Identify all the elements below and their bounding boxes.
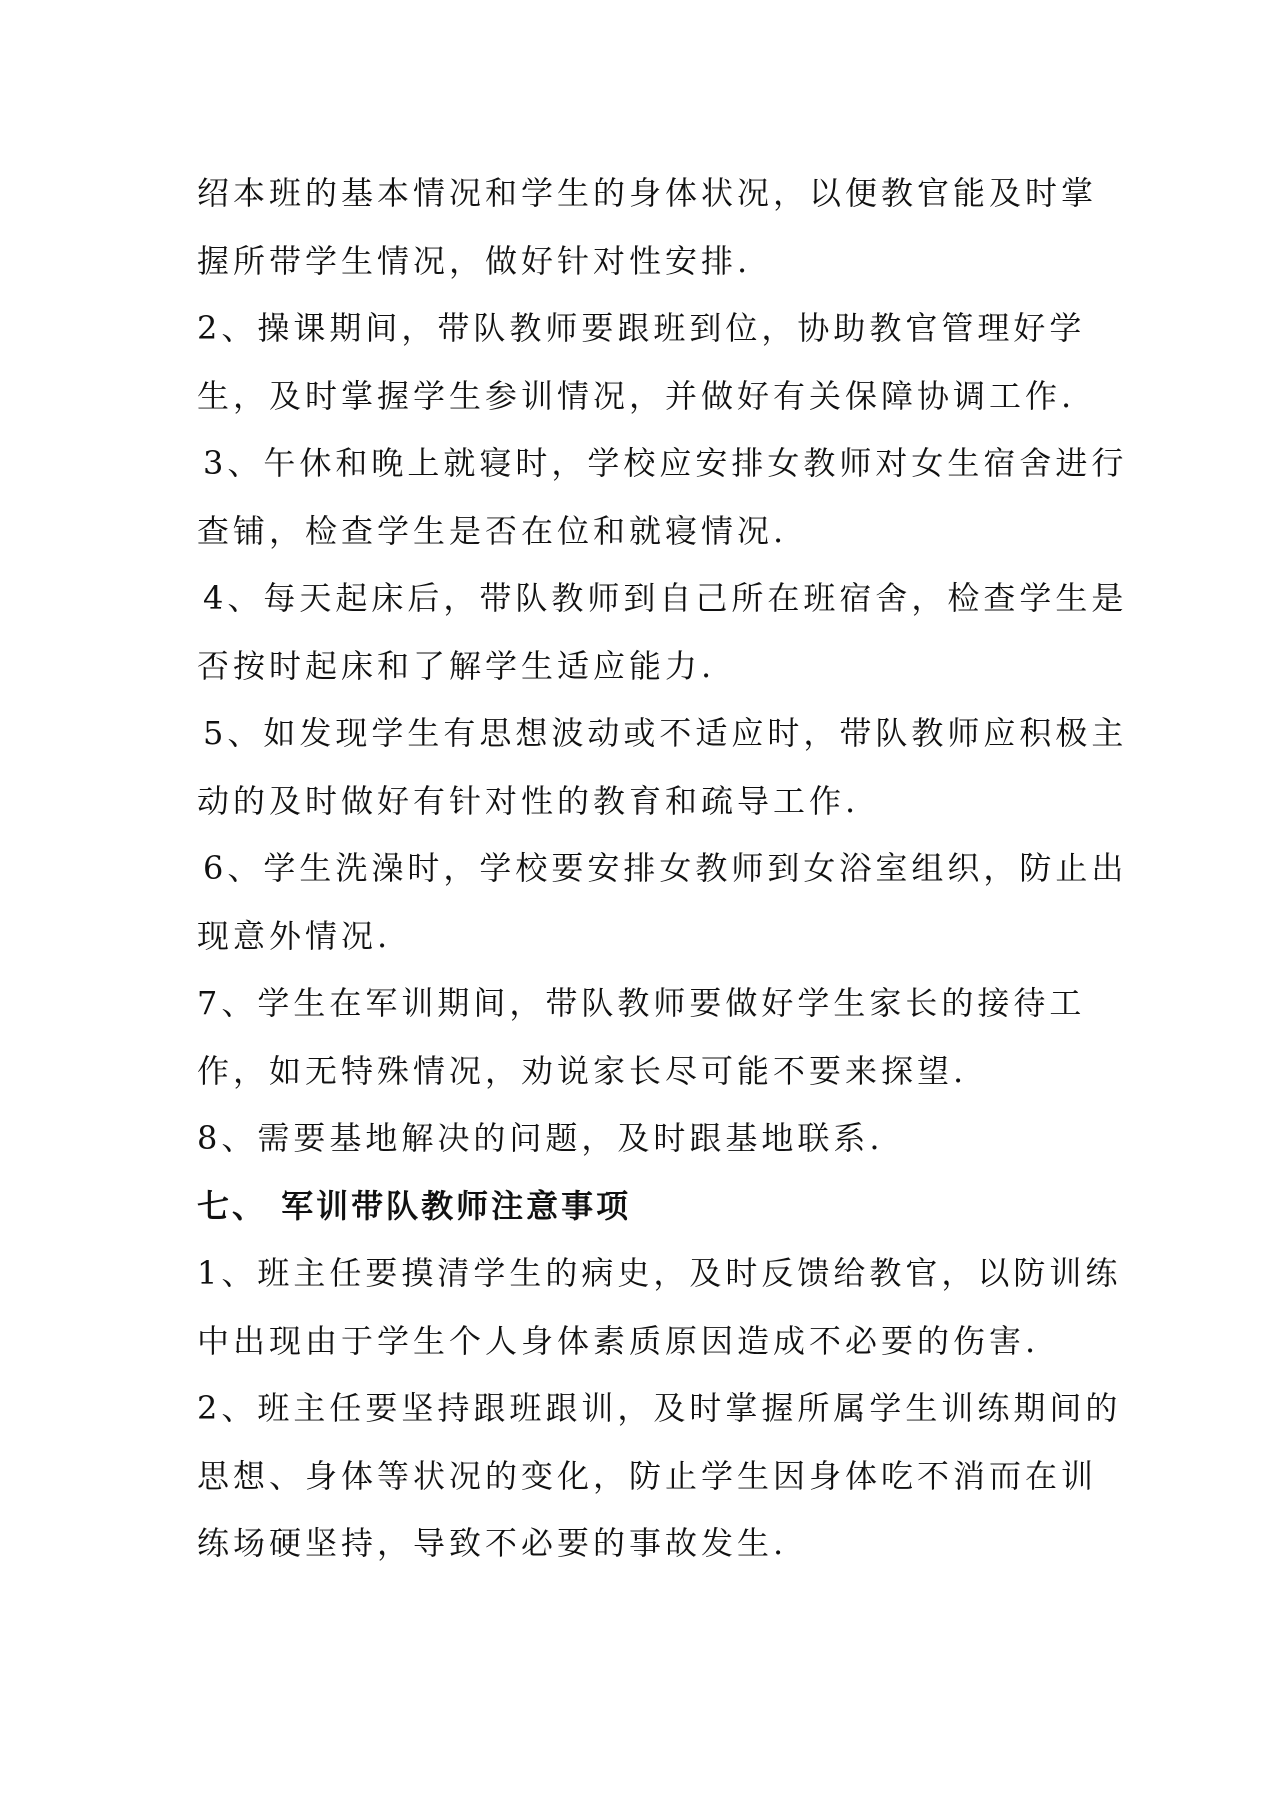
paragraph-line: 握所带学生情况，做好针对性安排. [197,241,752,280]
list-item-line: 8、需要基地解决的问题，及时跟基地联系. [197,1119,884,1157]
list-item-line: 7、学生在军训期间，带队教师要做好学生家长的接待工 [197,984,1086,1022]
paragraph-line: 作，如无特殊情况，劝说家长尽可能不要来探望. [197,1051,968,1090]
paragraph-line: 练场硬坚持，导致不必要的事故发生. [197,1524,788,1562]
paragraph-line: 查铺，检查学生是否在位和就寝情况. [197,511,788,550]
list-item-line: 2、操课期间，带队教师要跟班到位，协助教官管理好学 [197,309,1086,347]
list-item-line: 6、学生洗澡时，学校要安排女教师到女浴室组织，防止出 [203,849,1128,887]
document-body [197,160,1128,1578]
paragraph-line: 现意外情况. [197,916,392,955]
paragraph-line: 中出现由于学生个人身体素质原因造成不必要的伤害. [197,1321,1040,1360]
paragraph-line: 动的及时做好有针对性的教育和疏导工作. [197,781,860,820]
paragraph-line: 绍本班的基本情况和学生的身体状况，以便教官能及时掌 [197,174,1098,212]
list-item-line: 3、午休和晚上就寝时，学校应安排女教师对女生宿舍进行 [203,444,1128,482]
list-item-line: 4、每天起床后，带队教师到自己所在班宿舍，检查学生是 [203,579,1128,617]
paragraph-line: 否按时起床和了解学生适应能力. [197,646,716,685]
list-item-line: 5、如发现学生有思想波动或不适应时，带队教师应积极主 [203,714,1128,752]
paragraph-line: 思想、身体等状况的变化，防止学生因身体吃不消而在训 [197,1456,1098,1495]
paragraph-line: 生，及时掌握学生参训情况，并做好有关保障协调工作. [197,376,1076,415]
list-item-line: 1、班主任要摸清学生的病史，及时反馈给教官，以防训练 [197,1254,1122,1292]
list-item-line: 2、班主任要坚持跟班跟训，及时掌握所属学生训练期间的 [197,1389,1122,1427]
section-heading: 七、 军训带队教师注意事项 [197,1186,632,1225]
